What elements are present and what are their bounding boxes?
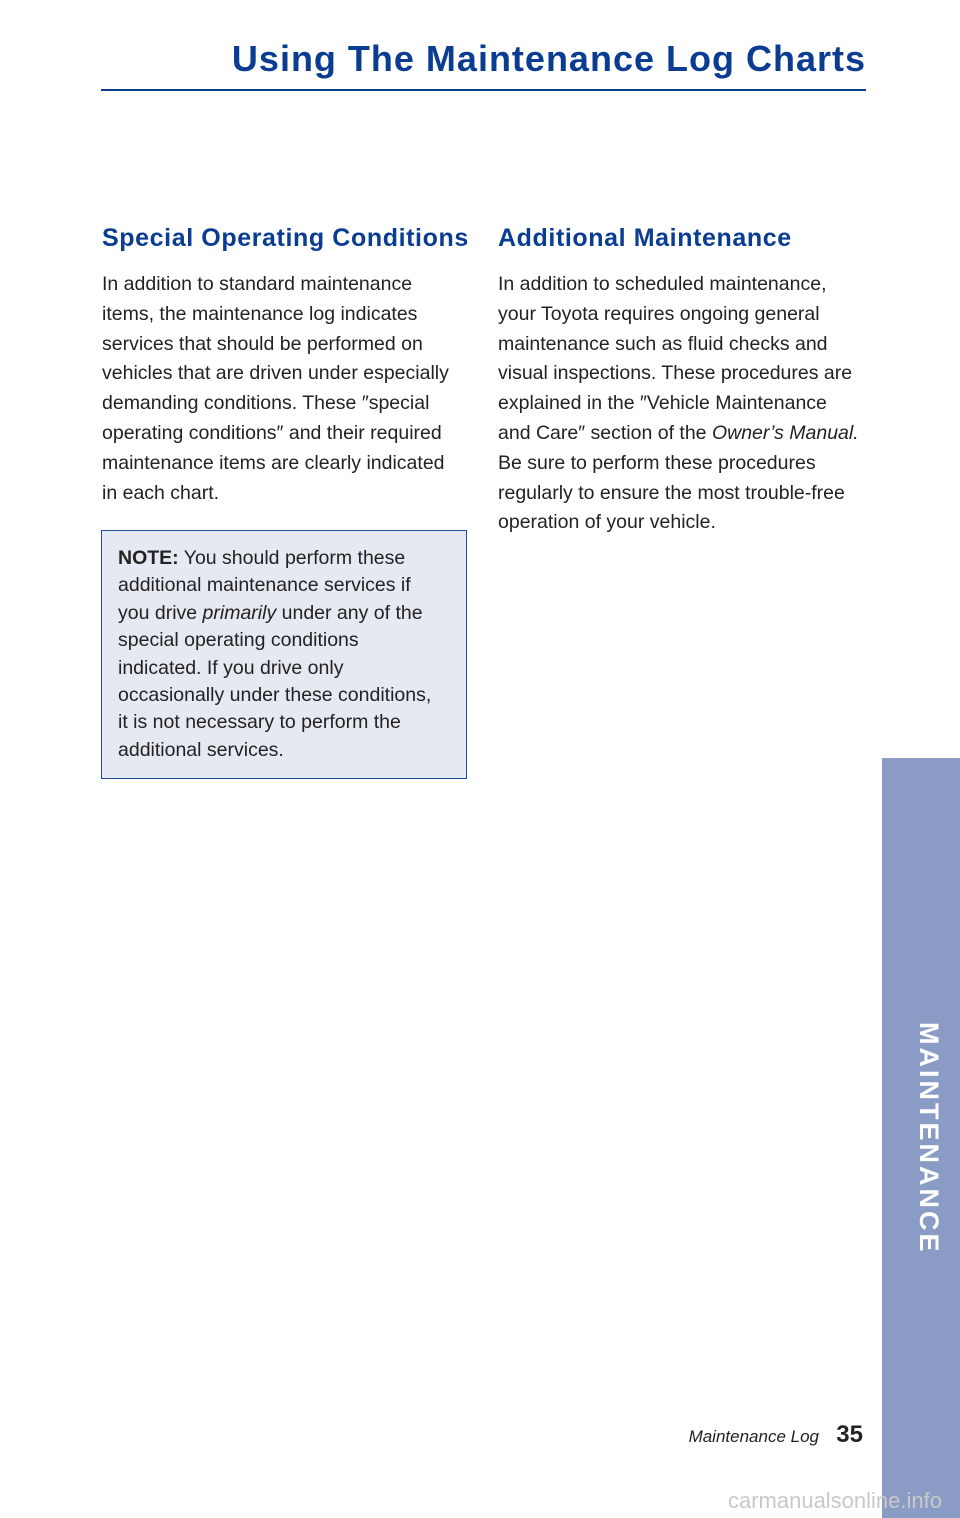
note-line: additional maintenance services if [118,574,411,597]
note-line: occasionally under these conditions, [118,684,432,707]
body-line: maintenance items are clearly indicated [102,451,445,474]
title-divider [101,89,866,91]
additional-maintenance-heading: Additional Maintenance [498,224,792,252]
body-line: regularly to ensure the most trouble-free [498,481,845,504]
manual-title: Owner’s Manual. [711,421,859,444]
page-title: Using The Maintenance Log Charts [231,38,866,79]
body-line: visual inspections. These procedures are [498,362,853,385]
side-tab-label: MAINTENANCE [914,1022,944,1255]
note-box [101,530,467,779]
body-line: explained in the ″Vehicle Maintenance [498,392,827,415]
note-line: additional services. [118,738,284,761]
body-line: operation of your vehicle. [498,511,716,534]
body-line: demanding conditions. These ″special [102,392,430,415]
body-line: your Toyota requires ongoing general [498,302,820,325]
additional-maintenance-body [498,270,868,538]
note-line: You should perform these [178,547,406,569]
watermark: carmanualsonline.info [727,1488,942,1513]
note-line: special operating conditions [118,629,359,652]
body-line: in each chart. [102,481,220,504]
special-conditions-body [102,270,462,508]
note-emphasis: primarily [202,601,277,624]
note-line: you drive [118,601,203,624]
note-text [118,545,431,764]
body-line: Be sure to perform these procedures [498,451,816,474]
note-line: indicated. If you drive only [118,656,344,679]
body-line: and Care″ section of the [498,421,712,444]
body-line: services that should be performed on [102,332,423,355]
body-line: In addition to standard maintenance [102,273,413,295]
note-line: it is not necessary to perform the [118,711,401,734]
body-line: items, the maintenance log indicates [102,302,418,325]
body-line: In addition to scheduled maintenance, [498,273,827,295]
body-line: maintenance such as fluid checks and [498,332,828,355]
page-number: 35 [836,1421,863,1448]
body-line: vehicles that are driven under especially [102,362,449,385]
special-conditions-heading: Special Operating Conditions [102,224,469,252]
body-line: operating conditions″ and their required [102,421,442,444]
footer-section-label: Maintenance Log [688,1427,819,1446]
note-line: under any of the [276,601,423,624]
note-label: NOTE: [118,547,179,569]
